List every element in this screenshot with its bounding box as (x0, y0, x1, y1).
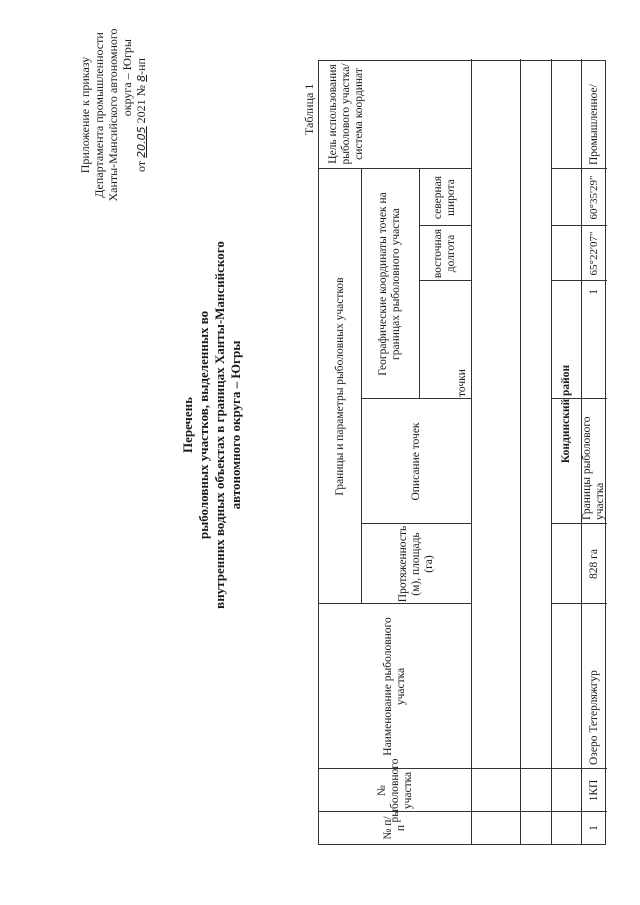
appendix-line: Ханты-Мансийского автономного (106, 28, 120, 202)
divider (471, 768, 551, 769)
order-suffix: -нп (134, 58, 148, 75)
title-line: Перечень (180, 396, 195, 454)
header-borders: Границы и параметры рыболовных участков (333, 277, 346, 496)
appendix-line: округа – Югры (120, 39, 134, 117)
header-length: Протяженность (м), площадь (га) (396, 525, 435, 603)
section-label: Кондинский район (559, 364, 572, 464)
appendix-line: Приложение к приказу (78, 56, 92, 174)
header-points: точки (456, 369, 468, 397)
data-table (318, 60, 606, 845)
header-lon: восточная долгота (432, 228, 457, 279)
row-point: 1 (587, 289, 600, 295)
appendix-date-line (134, 25, 149, 205)
divider (520, 59, 521, 844)
header-lat: северная широта (432, 175, 457, 220)
header-site-num: № рыболовного участка (375, 758, 414, 823)
row-site: 1КП (587, 779, 600, 802)
row-purpose: Промышленное/ (587, 84, 600, 165)
row-num: 1 (587, 825, 600, 831)
header-description: Описание точек (409, 422, 422, 501)
table-number: Таблица 1 (302, 83, 316, 135)
appendix-line: Департамента промышленности (92, 32, 106, 198)
title-line: внутренних водных объектах в границах Ханты-Мансийского (212, 241, 227, 609)
title-line: рыболовных участков, выделенных во (196, 310, 211, 540)
date-handwritten: 20.05 (135, 126, 148, 158)
date-prefix: от (134, 160, 148, 172)
date-year: 2021 № (134, 84, 148, 124)
order-number: 8 (135, 74, 148, 82)
header-purpose: Цель использования рыболового участка/система координат (327, 63, 365, 165)
title-line: автономного округа – Югры (228, 340, 243, 510)
header-name: Наименование рыболовного участка (382, 617, 407, 756)
header-num: № п/п (382, 816, 407, 840)
appendix-header (78, 25, 149, 205)
row-lon: 65°22'07" (587, 231, 600, 276)
row-name: Озеро Тетерляжгур (587, 670, 600, 765)
row-lat: 60°35'29" (587, 175, 600, 220)
document-title (180, 215, 244, 635)
divider (471, 59, 472, 844)
row-description: Границы рыболового участка (581, 416, 606, 520)
header-coords: Географические координаты точек на границах рыболовного участка (377, 192, 402, 376)
row-length: 828 га (587, 549, 600, 579)
divider (471, 811, 551, 812)
